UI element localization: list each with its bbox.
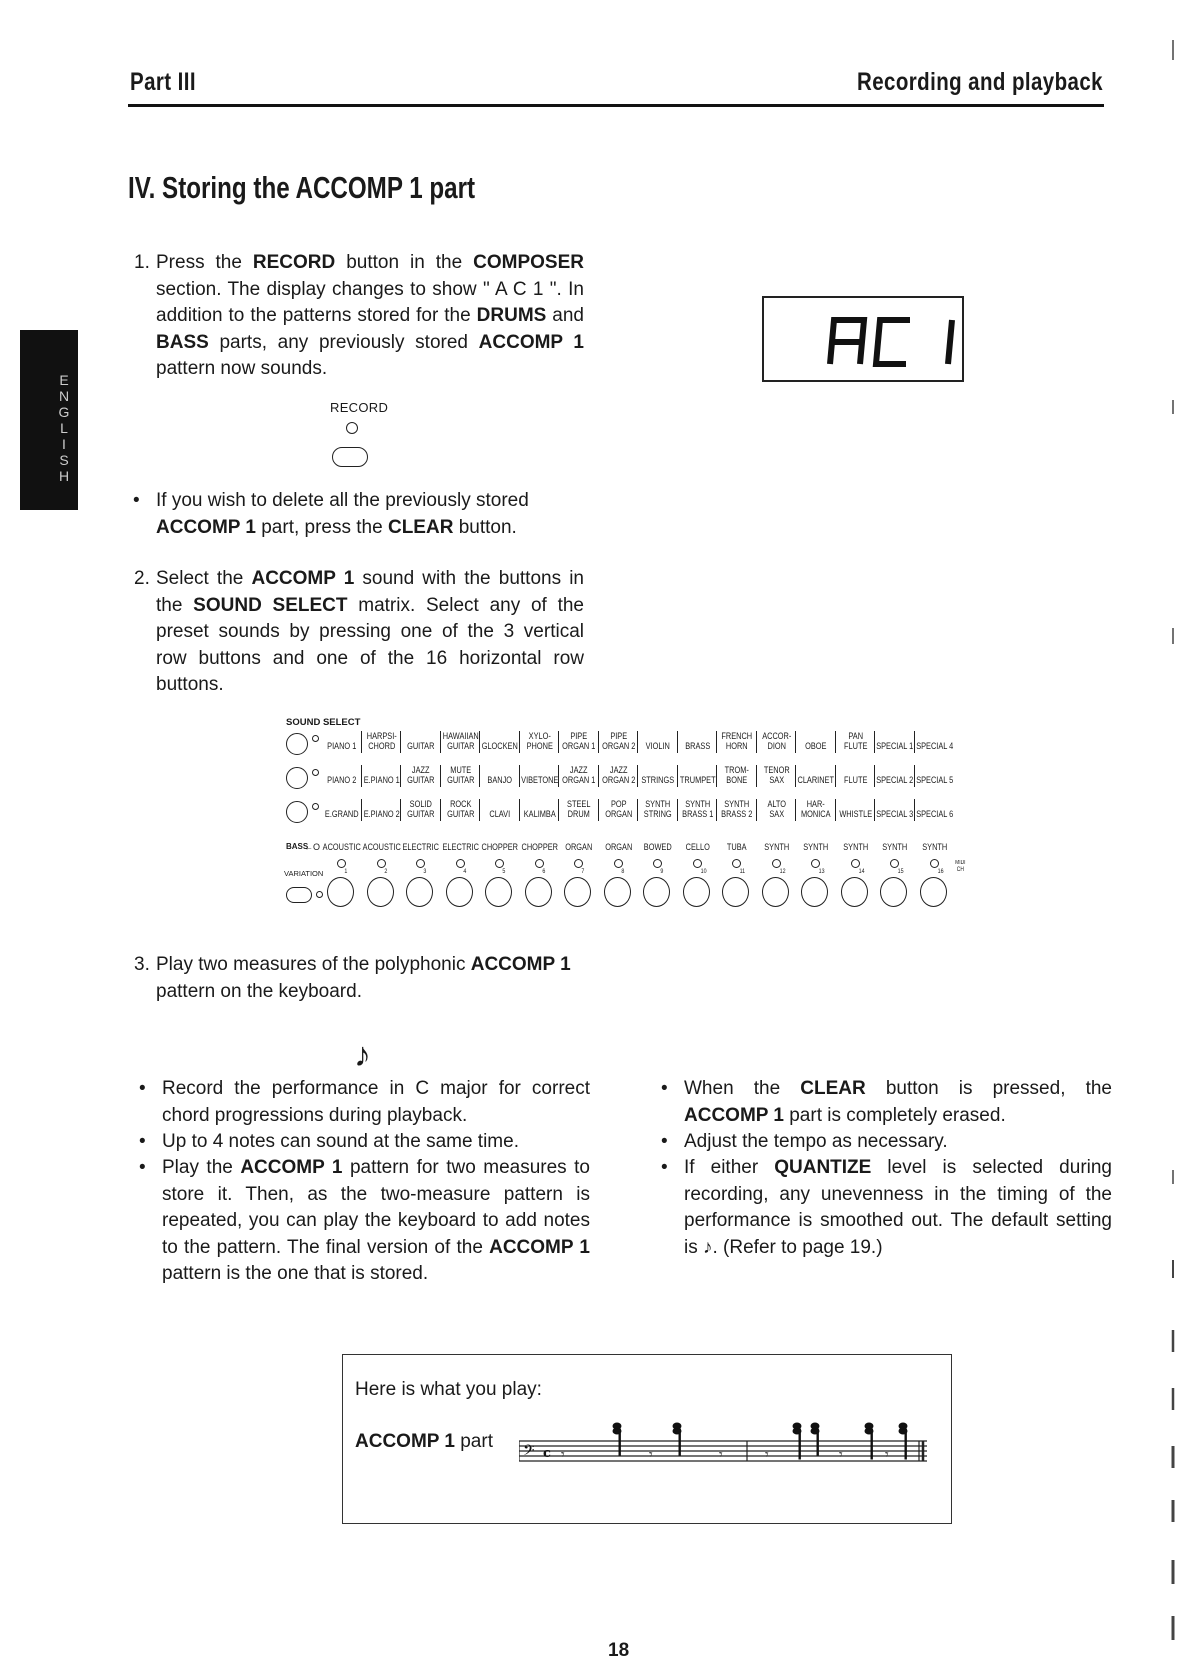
matrix-divider — [479, 731, 480, 753]
bass-variation-name: ORGAN — [565, 842, 593, 852]
bass-variation-name: ELECTRIC — [441, 842, 479, 852]
matrix-divider — [914, 765, 915, 787]
sound-name: HAWAIIAN GUITAR — [442, 731, 479, 751]
language-tab-letter: N — [58, 388, 70, 404]
row-led-icon — [312, 735, 319, 742]
bass-arrow-icon: ←O — [304, 842, 321, 852]
matrix-divider — [519, 799, 520, 821]
eighth-note-icon: ♪ — [354, 1036, 371, 1074]
matrix-divider — [795, 765, 796, 787]
matrix-divider — [637, 731, 638, 753]
matrix-divider — [874, 765, 875, 787]
matrix-divider — [598, 799, 599, 821]
row-select-button-2[interactable] — [286, 767, 308, 789]
number-button-10[interactable] — [683, 877, 710, 907]
sound-name: GUITAR — [407, 741, 435, 751]
bass-variation-name: ELECTRIC — [402, 842, 439, 852]
play-intro: Here is what you play: — [355, 1379, 542, 1400]
matrix-divider — [440, 765, 441, 787]
svg-text:𝄾: 𝄾 — [765, 1447, 769, 1463]
bullet-four-notes: • Up to 4 notes can sound at the same time. — [139, 1131, 519, 1152]
number-button-13[interactable] — [801, 877, 828, 907]
matrix-divider — [440, 799, 441, 821]
sound-name: JAZZ GUITAR — [407, 765, 435, 785]
matrix-divider — [361, 765, 362, 787]
matrix-divider — [716, 765, 717, 787]
svg-text:𝄾: 𝄾 — [719, 1447, 723, 1463]
step-3: 3. Play two measures of the polyphonic ACCOMP 1 pattern on the keyboard. — [134, 954, 571, 1002]
matrix-divider — [519, 731, 520, 753]
bullet-two-measures: • Play the ACCOMP 1 pattern for two measures to store it. Then, as the two-measure pattern is repeated, you can play the keyboard to add notes to the pattern. The final version of the ACCOMP 1 pattern is the one that is stored. — [139, 1157, 590, 1284]
sound-name: TROM- BONE — [724, 765, 749, 785]
step-number: 2. — [134, 568, 150, 589]
number-button-14[interactable] — [841, 877, 868, 907]
record-label: RECORD — [330, 400, 389, 415]
sound-name: CLAVI — [489, 809, 511, 819]
matrix-divider — [677, 799, 678, 821]
sound-name: SPECIAL 1 — [876, 741, 914, 751]
sound-name: SPECIAL 3 — [876, 809, 914, 819]
music-staff-icon — [519, 1421, 929, 1471]
bass-variation-name: SYNTH — [763, 842, 789, 852]
matrix-divider — [835, 731, 836, 753]
matrix-divider — [914, 731, 915, 753]
number-button-8[interactable] — [604, 877, 631, 907]
number-label: 2 — [383, 868, 387, 875]
number-button-7[interactable] — [564, 877, 591, 907]
step-number: 3. — [134, 954, 150, 975]
matrix-divider — [677, 765, 678, 787]
sound-name: E.PIANO 1 — [363, 775, 400, 785]
bullet-quantize: • If either QUANTIZE level is selected during recording, any unevenness in the timing of the performance is smoothed out. The default setting is ♪. (Refer to page 19.) — [661, 1157, 1112, 1258]
sound-name: HAR- MONICA — [800, 799, 831, 819]
variation-led-icon — [316, 891, 323, 898]
bullet-tempo: • Adjust the tempo as necessary. — [661, 1131, 948, 1152]
number-label: 4 — [462, 868, 466, 875]
svg-text:𝄾: 𝄾 — [885, 1447, 889, 1463]
section-title: IV. Storing the ACCOMP 1 part — [128, 170, 476, 205]
matrix-divider — [558, 731, 559, 753]
sound-name: TENOR SAX — [763, 765, 790, 785]
step-number: 1. — [134, 252, 150, 273]
sound-select-matrix — [286, 717, 976, 912]
sound-name: E.GRAND — [324, 809, 359, 819]
language-tab-letter: H — [58, 468, 70, 484]
svg-text:c: c — [543, 1446, 551, 1461]
matrix-divider — [756, 765, 757, 787]
sound-name: FRENCH HORN — [721, 731, 753, 751]
matrix-divider — [795, 731, 796, 753]
sound-name: KALIMBA — [523, 809, 556, 819]
row-led-icon — [312, 803, 319, 810]
sound-name: SPECIAL 4 — [915, 741, 953, 751]
sound-name: GLOCKEN — [481, 741, 518, 751]
record-button[interactable] — [332, 447, 368, 467]
matrix-divider — [756, 731, 757, 753]
matrix-divider — [716, 799, 717, 821]
bass-variation-name: CHOPPER — [520, 842, 558, 852]
sound-name: XYLO- PHONE — [526, 731, 553, 751]
bullet-clear-erase: • When the CLEAR button is pressed, the ACCOMP 1 part is completely erased. — [661, 1078, 1112, 1126]
matrix-divider — [835, 765, 836, 787]
sound-name: POP ORGAN — [604, 799, 632, 819]
sound-name: JAZZ ORGAN 1 — [562, 765, 596, 785]
sound-name: SYNTH BRASS 1 — [681, 799, 713, 819]
play-example-box — [342, 1354, 952, 1524]
step-2: 2. Select the ACCOMP 1 sound with the buttons in the SOUND SELECT matrix. Select any of the preset sounds by pressing one of the 3 vertical row buttons and one of the 16 horizontal row buttons. — [134, 568, 584, 695]
bass-variation-name: SYNTH — [921, 842, 947, 852]
row-select-button-3[interactable] — [286, 801, 308, 823]
bass-variation-name: SYNTH — [842, 842, 868, 852]
number-button-4[interactable] — [446, 877, 473, 907]
sound-name: PIANO 1 — [327, 741, 357, 751]
sound-name: STEEL DRUM — [567, 799, 591, 819]
number-label: 9 — [660, 868, 664, 875]
sound-name: ACCOR- DION — [761, 731, 791, 751]
matrix-divider — [835, 799, 836, 821]
sound-name: SYNTH BRASS 2 — [721, 799, 753, 819]
matrix-divider — [598, 765, 599, 787]
number-button-3[interactable] — [406, 877, 433, 907]
bass-variation-name: ACOUSTIC — [322, 842, 361, 852]
number-label: 10 — [700, 868, 707, 875]
number-button-16[interactable] — [920, 877, 947, 907]
row-led-icon — [312, 769, 319, 776]
bass-variation-name: ORGAN — [604, 842, 632, 852]
midi-channel-label: MIDI CH — [955, 860, 966, 873]
sound-name: PIPE ORGAN 1 — [562, 731, 596, 751]
bass-variation-name: CELLO — [685, 842, 710, 852]
svg-text:𝄾: 𝄾 — [839, 1447, 843, 1463]
sound-name: PAN FLUTE — [843, 731, 867, 751]
number-button-6[interactable] — [525, 877, 552, 907]
header-part: Part III — [130, 68, 196, 96]
matrix-divider — [400, 765, 401, 787]
matrix-divider — [479, 765, 480, 787]
sound-name: VIBETONE — [520, 775, 558, 785]
row-select-button-1[interactable] — [286, 733, 308, 755]
number-button-5[interactable] — [485, 877, 512, 907]
number-button-12[interactable] — [762, 877, 789, 907]
number-label: 13 — [818, 868, 825, 875]
sound-name: MUTE GUITAR — [446, 765, 474, 785]
variation-button[interactable] — [286, 887, 312, 903]
matrix-divider — [795, 799, 796, 821]
bass-label: BASS — [286, 842, 309, 851]
variation-label: VARIATION — [284, 869, 324, 878]
sound-name: BANJO — [487, 775, 513, 785]
number-label: 11 — [739, 868, 746, 875]
sound-name: VIOLIN — [645, 741, 670, 751]
sound-name: SPECIAL 6 — [915, 809, 953, 819]
number-label: 7 — [581, 868, 585, 875]
language-tab-label — [56, 372, 72, 484]
sound-name: PIANO 2 — [327, 775, 357, 785]
scan-edge-marks — [1159, 0, 1179, 1672]
step-1: 1. Press the RECORD button in the COMPOSER section. The display changes to show " A C 1 ". In addition to the patterns stored for the DRUMS and BASS parts, any previously stored ACCOMP 1 pattern now sounds. — [134, 252, 584, 379]
sound-name: SYNTH STRING — [643, 799, 672, 819]
sound-name: FLUTE — [843, 775, 867, 785]
number-label: 6 — [541, 868, 545, 875]
matrix-divider — [716, 731, 717, 753]
language-tab-letter: L — [60, 420, 68, 436]
record-led-icon — [346, 422, 358, 434]
bass-variation-name: ACOUSTIC — [362, 842, 401, 852]
sound-name: SOLID GUITAR — [407, 799, 435, 819]
svg-text:𝄾: 𝄾 — [561, 1447, 565, 1463]
matrix-divider — [558, 765, 559, 787]
number-label: 5 — [502, 868, 506, 875]
number-button-15[interactable] — [880, 877, 907, 907]
matrix-divider — [519, 765, 520, 787]
sound-name: ALTO SAX — [766, 799, 786, 819]
number-button-9[interactable] — [643, 877, 670, 907]
number-button-2[interactable] — [367, 877, 394, 907]
bullet-c-major: • Record the performance in C major for correct chord progressions during playback. — [139, 1078, 590, 1126]
sound-name: BRASS — [684, 741, 710, 751]
matrix-divider — [400, 731, 401, 753]
number-button-1[interactable] — [327, 877, 354, 907]
matrix-divider — [440, 731, 441, 753]
matrix-divider — [400, 799, 401, 821]
matrix-divider — [677, 731, 678, 753]
sound-name: TRUMPET — [679, 775, 716, 785]
sound-name: E.PIANO 2 — [363, 809, 400, 819]
matrix-divider — [361, 799, 362, 821]
seven-segment-icon — [764, 298, 962, 380]
matrix-divider — [637, 765, 638, 787]
number-label: 15 — [897, 868, 904, 875]
lcd-display — [762, 296, 964, 382]
play-part-label: ACCOMP 1 part — [355, 1431, 493, 1452]
sound-name: SPECIAL 5 — [915, 775, 953, 785]
bass-variation-name: CHOPPER — [481, 842, 518, 852]
language-tab-letter: S — [59, 452, 69, 468]
sound-name: HARPSI- CHORD — [366, 731, 397, 751]
header-rule — [128, 104, 1104, 107]
sound-name: ROCK GUITAR — [446, 799, 474, 819]
language-tab-letter: G — [58, 404, 70, 420]
number-label: 16 — [937, 868, 944, 875]
svg-text:𝄾: 𝄾 — [649, 1447, 653, 1463]
number-label: 12 — [779, 868, 786, 875]
number-label: 3 — [423, 868, 427, 875]
sound-name: WHISTLE — [838, 809, 872, 819]
header-section: Recording and playback — [857, 68, 1103, 96]
matrix-divider — [637, 799, 638, 821]
matrix-divider — [361, 731, 362, 753]
number-button-11[interactable] — [722, 877, 749, 907]
sound-name: JAZZ ORGAN 2 — [601, 765, 635, 785]
sound-name: PIPE ORGAN 2 — [601, 731, 635, 751]
number-label: 14 — [858, 868, 865, 875]
matrix-divider — [874, 799, 875, 821]
sound-name: STRINGS — [641, 775, 675, 785]
language-tab-letter: E — [59, 372, 69, 388]
svg-text:𝄢: 𝄢 — [523, 1442, 535, 1463]
matrix-divider — [874, 731, 875, 753]
matrix-divider — [914, 799, 915, 821]
page-number: 18 — [608, 1640, 630, 1661]
bass-variation-name: SYNTH — [803, 842, 829, 852]
bass-variation-name: TUBA — [726, 842, 747, 852]
number-label: 1 — [344, 868, 348, 875]
language-tab-letter: I — [62, 436, 66, 452]
bass-variation-name: BOWED — [643, 842, 672, 852]
matrix-divider — [558, 799, 559, 821]
bass-variation-name: SYNTH — [882, 842, 908, 852]
matrix-divider — [598, 731, 599, 753]
sound-name: CLARINET — [797, 775, 834, 785]
number-label: 8 — [620, 868, 624, 875]
bullet-clear: • If you wish to delete all the previously stored ACCOMP 1 part, press the CLEAR button. — [133, 490, 529, 538]
matrix-divider — [479, 799, 480, 821]
sound-name: SPECIAL 2 — [876, 775, 914, 785]
matrix-divider — [756, 799, 757, 821]
matrix-title: SOUND SELECT — [286, 717, 361, 728]
sound-name: OBOE — [805, 741, 827, 751]
